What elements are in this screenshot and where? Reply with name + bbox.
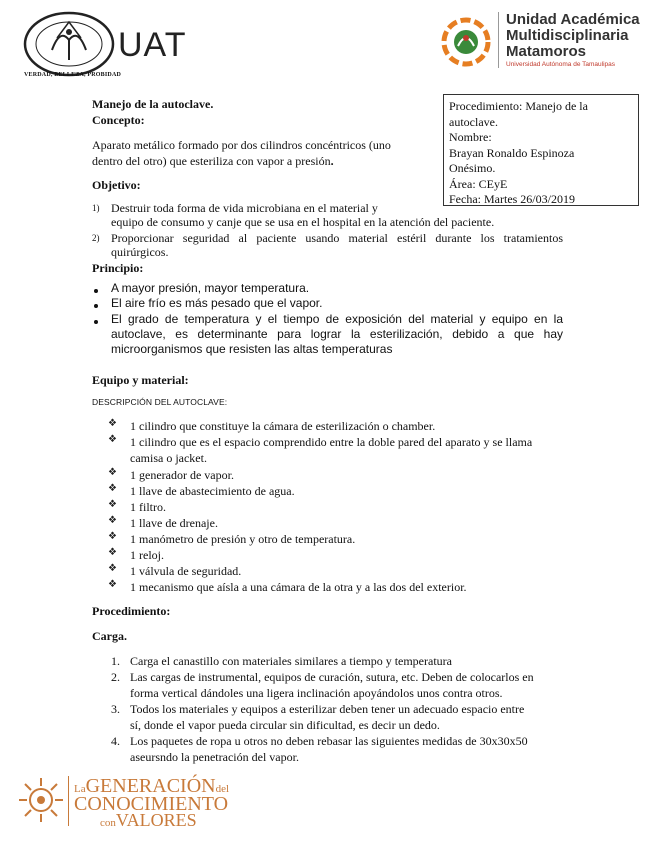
bullet-icon — [94, 289, 98, 293]
unit-name-line: Multidisciplinaria — [506, 27, 629, 44]
unit-name-line: Matamoros — [506, 43, 587, 60]
carga-item: Los paquetes de ropa u otros no deben rebasar las siguientes medidas de 30x30x50 — [130, 734, 528, 748]
carga-item: Las cargas de instrumental, equipos de curación, sutura, etc. Deben de colocarlos en — [130, 670, 534, 684]
info-line: Procedimiento: Manejo de la — [449, 99, 588, 113]
diamond-bullet-icon: ❖ — [108, 531, 117, 542]
diamond-bullet-icon: ❖ — [108, 515, 117, 526]
objetivo-line: Proporcionar seguridad al paciente usando material estéril durante los tratamientos — [111, 231, 563, 245]
info-box — [443, 94, 639, 206]
diamond-bullet-icon: ❖ — [108, 483, 117, 494]
principio-item-line: microorganismos que resisten las altas temperaturas — [111, 342, 393, 356]
diamond-bullet-icon: ❖ — [108, 418, 117, 429]
footer-divider — [68, 776, 69, 826]
footer-line-2: CONOCIMIENTO — [74, 793, 229, 815]
objetivo-number: 1) — [92, 203, 100, 213]
unit-subtitle: Universidad Autónoma de Tamaulipas — [506, 61, 616, 68]
footer-line-3 — [100, 810, 197, 831]
principio-heading: Principio: — [92, 261, 144, 275]
carga-item-line: forma vertical dándoles una ligera inclinación apoyándolos unos contra otros. — [130, 686, 503, 700]
diamond-bullet-icon: ❖ — [108, 467, 117, 478]
principio-item: A mayor presión, mayor temperatura. — [111, 281, 310, 295]
diamond-bullet-icon: ❖ — [108, 547, 117, 558]
principio-item-line: autoclave, es determinante para lograr la esterilización, debido a que hay — [111, 327, 563, 341]
componente-item: 1 cilindro que es el espacio comprendido entre la doble pared del aparato y se llama — [130, 435, 533, 449]
info-line: Área: CEyE — [449, 176, 508, 191]
componente-item: 1 generador de vapor. — [130, 468, 234, 482]
info-line: Brayan Ronaldo Espinoza — [449, 145, 575, 160]
descripcion-heading: DESCRIPCIÓN DEL AUTOCLAVE: — [92, 397, 228, 407]
componente-item: 1 llave de drenaje. — [130, 516, 218, 530]
componente-item: 1 mecanismo que aísla a una cámara de la otra y a las dos del exterior. — [130, 580, 467, 594]
diamond-bullet-icon: ❖ — [108, 579, 117, 590]
componente-item-line: camisa o jacket. — [130, 451, 207, 465]
uat-seal-logo — [22, 10, 116, 78]
concepto-period: . — [330, 154, 334, 168]
footer-small: con — [100, 817, 116, 829]
carga-item: Carga el canastillo con materiales similares a tiempo y temperatura — [130, 654, 452, 668]
objetivo-line: quirúrgicos. — [111, 245, 169, 259]
carga-item: Todos los materiales y equipos a esterilizar deben tener un adecuado espacio entre — [130, 702, 525, 716]
concepto-heading: Concepto: — [92, 113, 145, 127]
carga-number: 1. — [111, 654, 120, 668]
carga-number: 4. — [111, 734, 120, 748]
header-divider — [498, 12, 499, 68]
principio-item-line: El grado de temperatura y el tiempo de exposición del material y equipo en la — [111, 312, 563, 326]
uat-wordmark: UAT — [118, 26, 187, 64]
footer-small: La — [74, 783, 86, 795]
carga-item-line: aseursndo la penetración del vapor. — [130, 750, 299, 764]
componente-item: 1 filtro. — [130, 500, 166, 514]
componente-item: 1 cilindro que constituye la cámara de esterilización o chamber. — [130, 419, 436, 433]
footer-sun-logo-icon — [16, 775, 66, 825]
concepto-text-line — [92, 153, 334, 169]
concepto-text-line: Aparato metálico formado por dos cilindros concéntricos (uno — [92, 138, 391, 152]
footer-small: del — [215, 783, 230, 795]
unit-name — [506, 12, 640, 60]
concepto-text-line-2: dentro del otro) que esteriliza con vapor a presión — [92, 154, 331, 168]
carga-heading: Carga. — [92, 629, 127, 643]
unit-logo-icon — [440, 16, 492, 68]
diamond-bullet-icon: ❖ — [108, 434, 117, 445]
carga-number: 3. — [111, 702, 120, 716]
footer-big: VALORES — [115, 810, 197, 830]
doc-title: Manejo de la autoclave. — [92, 97, 214, 111]
objetivo-heading: Objetivo: — [92, 178, 141, 192]
info-line: Nombre: — [449, 130, 492, 144]
objetivo-line: equipo de consumo y canje que se usa en el hospital en la atención del paciente. — [111, 215, 495, 229]
footer-big: GENERACIÓN — [85, 775, 216, 797]
info-line: Onésimo. — [449, 161, 496, 175]
diamond-bullet-icon: ❖ — [108, 499, 117, 510]
unit-name-line: Unidad Académica — [506, 11, 640, 28]
carga-number: 2. — [111, 670, 120, 684]
seal-motto: VERDAD, BELLEZA, PROBIDAD — [24, 72, 122, 78]
componente-item: 1 llave de abastecimiento de agua. — [130, 484, 295, 498]
equipo-heading: Equipo y material: — [92, 373, 189, 387]
principio-item: El aire frío es más pesado que el vapor. — [111, 296, 323, 310]
componente-item: 1 manómetro de presión y otro de temperatura. — [130, 532, 356, 546]
objetivo-line: Destruir toda forma de vida microbiana en el material y — [111, 201, 378, 215]
bullet-icon — [94, 304, 98, 308]
componente-item: 1 reloj. — [130, 548, 164, 562]
componente-item: 1 válvula de seguridad. — [130, 564, 242, 578]
carga-item-line: sí, donde el vapor pueda circular sin dificultad, es decir un dedo. — [130, 718, 440, 732]
bullet-icon — [94, 320, 98, 324]
info-line: Fecha: Martes 26/03/2019 — [449, 192, 575, 206]
objetivo-number: 2) — [92, 233, 100, 243]
info-line: autoclave. — [449, 114, 498, 129]
diamond-bullet-icon: ❖ — [108, 563, 117, 574]
procedimiento-heading: Procedimiento: — [92, 604, 171, 618]
